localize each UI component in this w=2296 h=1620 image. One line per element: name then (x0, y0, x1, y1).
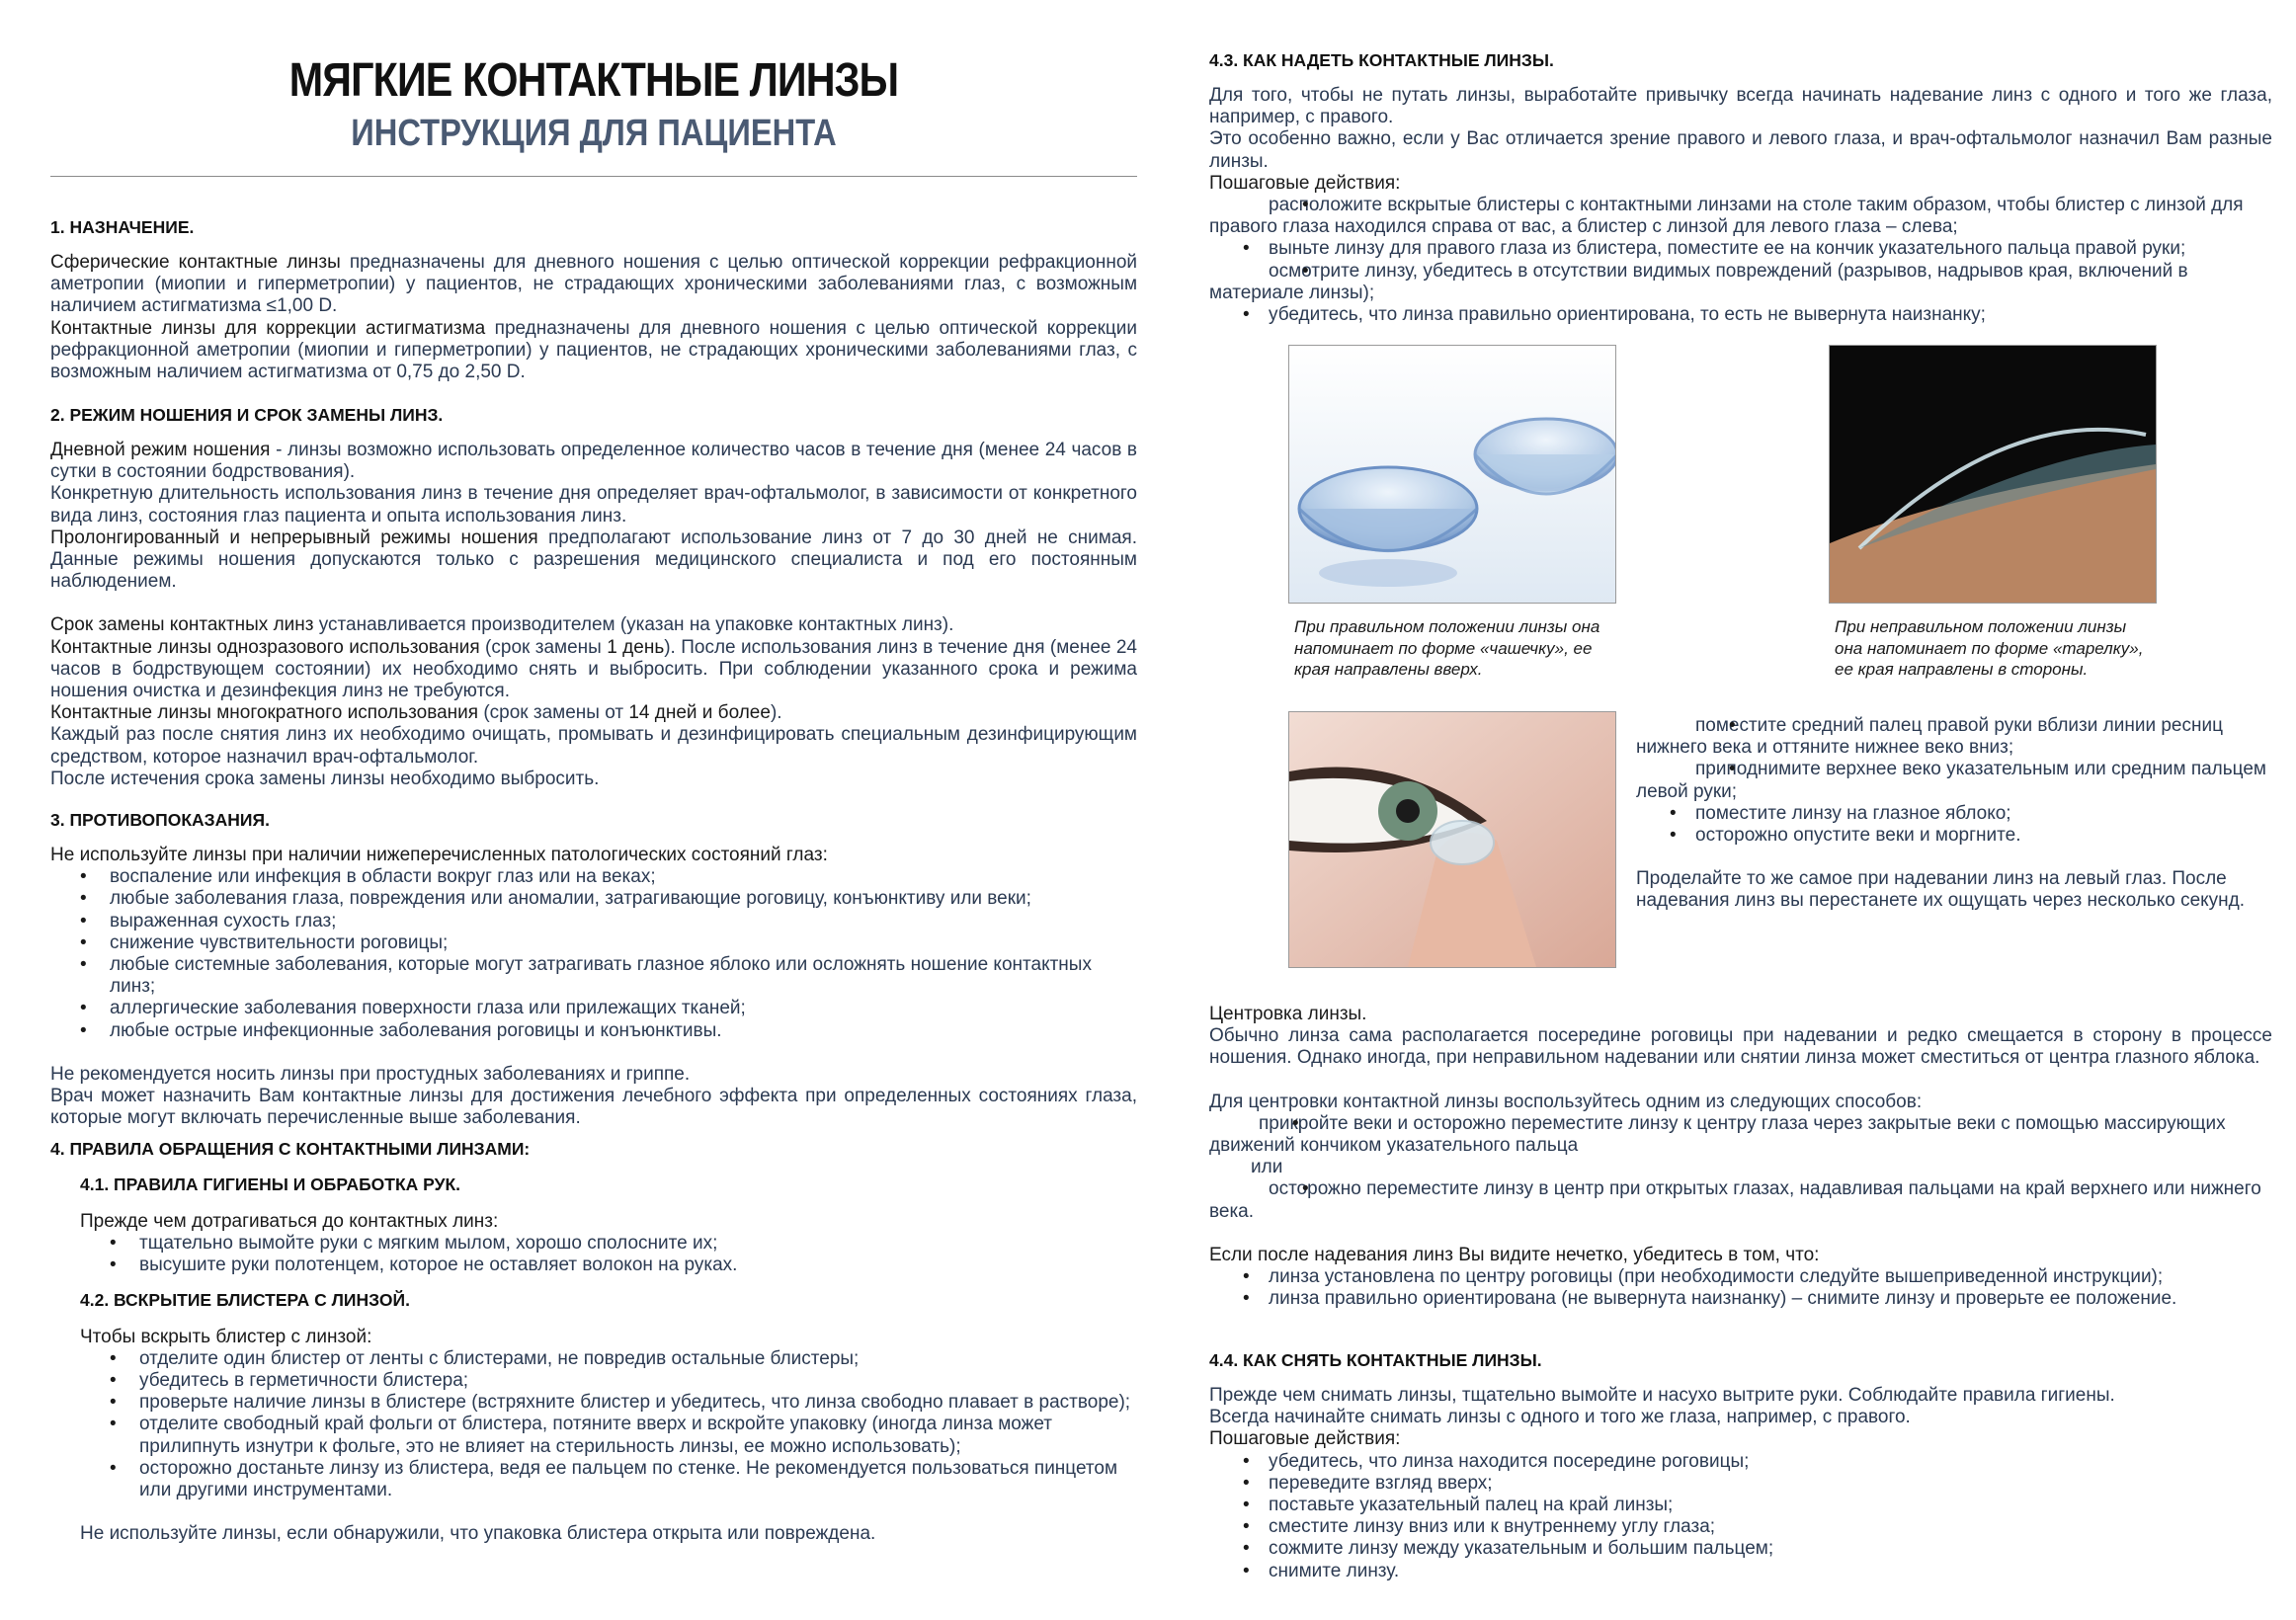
section-put-on (1209, 49, 2272, 326)
subsection-heading: 4.1. ПРАВИЛА ГИГИЕНЫ И ОБРАБОТКА РУК. (80, 1174, 461, 1194)
caption-incorrect: При неправильном положении линзы она напоминает по форме «тарелку», ее края направлены в стороны. (1835, 617, 2144, 679)
paragraph: Не рекомендуется носить линзы при простудных заболеваниях и гриппе. (50, 1063, 691, 1085)
lens-cup-illustration (1289, 346, 1615, 603)
list-item: • любые системные заболевания, которые могут затрагивать глазное яблоко или осложнять ношение контактных линз; (50, 954, 1137, 998)
lens-correct-image (1288, 345, 1616, 604)
lens-insertion-image (1288, 711, 1616, 968)
paragraph: Не используйте линзы при наличии нижеперечисленных патологических состояний глаз: (50, 845, 828, 865)
list-item: • снимите линзу. (1209, 1561, 2272, 1582)
list-item: • аллергические заболевания поверхности глаза или прилежащих тканей; (50, 998, 1137, 1019)
list-item: • сместите линзу вниз или к внутреннему углу глаза; (1209, 1516, 2272, 1538)
paragraph: Для центровки контактной линзы воспользуйтесь одним из следующих способов: (1209, 1091, 1923, 1112)
title-divider (50, 176, 1137, 177)
insertion-steps-list (1636, 715, 2272, 847)
section-heading: 2. РЕЖИМ НОШЕНИЯ И СРОК ЗАМЕНЫ ЛИНЗ. (50, 405, 444, 425)
list-item: • осторожно достаньте линзу из блистера, ведя ее пальцем по стенке. Не рекомендуется пользоваться пинцетом или другими инструментами. (80, 1458, 1137, 1501)
list-item: • поместите линзу на глазное яблоко; (1636, 803, 2272, 825)
paragraph: Чтобы вскрыть блистер с линзой: (80, 1326, 372, 1347)
paragraph: Прежде чем снимать линзы, тщательно вымойте и насухо вытрите руки. Соблюдайте правила гигиены. (1209, 1385, 2115, 1406)
list-item: • выраженная сухость глаз; (50, 911, 1137, 932)
list-item: • поставьте указательный палец на край линзы; (1209, 1495, 2272, 1516)
list-item: • убедитесь в герметичности блистера; (80, 1370, 1137, 1392)
eye-finger-illustration (1289, 712, 1615, 967)
lens-incorrect-image (1829, 345, 2157, 604)
list-item: • убедитесь, что линза правильно ориентирована, то есть не вывернута наизнанку; (1209, 304, 2272, 326)
paragraph: Обычно линза сама располагается посередине роговицы при надевании и редко смещается в сторону в процессе ношения. Однако иногда, при неправильном надевании или снятии линза может сместиться от центра глазного яблока. (1209, 1025, 2272, 1069)
section-heading: 3. ПРОТИВОПОКАЗАНИЯ. (50, 810, 270, 830)
paragraph: Прежде чем дотрагиваться до контактных линз: (80, 1211, 499, 1232)
paragraph: Пролонгированный и непрерывный режимы ношения предполагают использование линз от 7 до 30 дней не снимая. Данные режимы ношения допускаются только с разрешения медицинского специалиста и под его постоянным наблюдением. (50, 526, 1137, 593)
paragraph: Врач может назначить Вам контактные линзы для достижения лечебного эффекта при определенных состояниях глаза, которые могут включать перечисленные выше заболевания. (50, 1086, 1137, 1129)
list-item: • приподнимите верхнее веко указательным или средним пальцем левой руки; (1636, 759, 2272, 802)
section-heading: 4.3. КАК НАДЕТЬ КОНТАКТНЫЕ ЛИНЗЫ. (1209, 50, 1554, 70)
hygiene-list (80, 1233, 1137, 1276)
lens-plate-illustration (1830, 346, 2156, 603)
paragraph: Всегда начинайте снимать линзы с одного и того же глаза, например, с правого. (1209, 1407, 1911, 1428)
blister-list (80, 1348, 1137, 1501)
paragraph: Каждый раз после снятия линз их необходимо очищать, промывать и дезинфицировать специальным дезинфицирующим средством, которое назначил врач-офтальмолог. (50, 724, 1137, 768)
contraindications-list (50, 866, 1137, 1042)
paragraph: Контактные линзы однозразового использования (срок замены 1 день). После использования линз в течение дня (менее 24 часов в бодрствующем состоянии) их необходимо снять и выбросить. При соблюдении указанного срока и режима ношения очистка и дезинфекция линз не требуются. (50, 636, 1138, 702)
list-item: • любые заболевания глаза, повреждения или аномалии, затрагивающие роговицу, конъюнктиву или веки; (50, 888, 1137, 910)
list-item: • воспаление или инфекция в области вокруг глаз или на веках; (50, 866, 1137, 888)
paragraph: Дневной режим ношения - линзы возможно использовать определенное количество часов в течение дня (менее 24 часов в сутки в состоянии бодрствования). (50, 440, 1137, 483)
paragraph: Сферические контактные линзы предназначены для дневного ношения с целью оптической коррекции рефракционной аметропии (миопии и гиперметропии) у пациентов, не страдающих хроническими заболеваниями глаз, с возможным наличием астигматизма ≤1,00 D. (50, 252, 1138, 317)
list-item: • расположите вскрытые блистеры с контактными линзами на столе таким образом, чтобы блистер с линзой для правого глаза находился справа от вас, а блистер с линзой для левого глаза – слева; (1209, 195, 2272, 238)
list-item: • осторожно опустите веки и моргните. (1636, 825, 2272, 847)
list-item: • снижение чувствительности роговицы; (50, 932, 1137, 954)
take-off-steps-list (1209, 1451, 2272, 1582)
list-item: • отделите один блистер от ленты с блистерами, не повредив остальные блистеры; (80, 1348, 1137, 1370)
put-on-steps-list (1209, 195, 2272, 326)
list-item: • тщательно вымойте руки с мягким мылом, хорошо сполосните их; (80, 1233, 1137, 1255)
list-item: • любые острые инфекционные заболевания роговицы и конъюнктивы. (50, 1020, 1137, 1042)
list-item: • линза правильно ориентирована (не вывернута наизнанку) – снимите линзу и проверьте ее положение. (1209, 1288, 2272, 1310)
paragraph: Контактные линзы для коррекции астигматизма предназначены для дневного ношения с целью оптической коррекции рефракционной аметропии (миопии и гиперметропии) у пациентов, не страдающих хроническими заболеваниями глаз, с возможным наличием астигматизма от 0,75 до 2,50 D. (50, 317, 1137, 383)
list-item: • прикройте веки и осторожно переместите линзу к центру глаза через закрытые веки с помощью массирующих движений кончиком указательного пальца (1209, 1113, 2272, 1157)
paragraph: Контактные линзы многократного использования (срок замены от 14 дней и более). (50, 702, 782, 724)
paragraph: Срок замены контактных линз устанавливается производителем (указан на упаковке контактных линз). (50, 614, 954, 636)
page-title: МЯГКИЕ КОНТАКТНЫЕ ЛИНЗЫ (288, 54, 899, 107)
paragraph: После истечения срока замены линзы необходимо выбросить. (50, 768, 600, 789)
paragraph: Не используйте линзы, если обнаружили, что упаковка блистера открыта или повреждена. (80, 1523, 876, 1545)
caption-correct: При правильном положении линзы она напоминает по форме «чашечку», ее края направлены вверх. (1294, 617, 1600, 679)
page-subtitle: ИНСТРУКЦИЯ ДЛЯ ПАЦИЕНТА (351, 113, 837, 154)
centering-options (1209, 1113, 2272, 1157)
list-item: • линза установлена по центру роговицы (при необходимости следуйте вышеприведенной инструкции); (1209, 1266, 2272, 1288)
put-on-steps-continued (1636, 715, 2272, 913)
section-heading: 1. НАЗНАЧЕНИЕ. (50, 217, 195, 237)
list-item: • проверьте наличие линзы в блистере (встряхните блистер и убедитесь, что линза свободно плавает в растворе); (80, 1392, 1137, 1414)
paragraph: Если после надевания линз Вы видите нечетко, убедитесь в том, что: (1209, 1244, 1820, 1265)
steps-label: Пошаговые действия: (1209, 172, 1401, 194)
paragraph: Проделайте то же самое при надевании линз на левый глаз. После надевания линз вы перестанете их ощущать через несколько секунд. (1636, 868, 2246, 912)
paragraph: Это особенно важно, если у Вас отличается зрение правого и левого глаза, и врач-офтальмолог назначил Вам разные линзы. (1209, 128, 2272, 172)
list-item: • высушите руки полотенцем, которое не оставляет волокон на руках. (80, 1255, 1137, 1276)
or-label: или (1251, 1157, 1283, 1178)
section-wear-mode (50, 404, 1137, 790)
list-item: • убедитесь, что линза находится посередине роговицы; (1209, 1451, 2272, 1473)
section-heading: 4.4. КАК СНЯТЬ КОНТАКТНЫЕ ЛИНЗЫ. (1209, 1350, 1542, 1370)
paragraph: Конкретную длительность использования линз в течение дня определяет врач-офтальмолог, в зависимости от конкретного вида линз, состояния глаз пациента и опыта использования линз. (50, 483, 1137, 526)
centering-options-2 (1209, 1178, 2272, 1222)
section-centering (1209, 1004, 2272, 1310)
list-item: • отделите свободный край фольги от блистера, потяните вверх и вскройте упаковку (иногда линза может прилипнуть изнутри к фольге, это не влияет на стерильность линзы, ее можно использовать); (80, 1414, 1137, 1457)
list-item: • осторожно переместите линзу в центр при открытых глазах, надавливая пальцами на край верхнего или нижнего века. (1209, 1178, 2272, 1222)
list-item: • поместите средний палец правой руки вблизи линии ресниц нижнего века и оттяните нижнее веко вниз; (1636, 715, 2272, 759)
section-take-off (1209, 1349, 2272, 1582)
steps-label: Пошаговые действия: (1209, 1428, 1401, 1450)
list-item: • переведите взгляд вверх; (1209, 1473, 2272, 1495)
list-item: • осмотрите линзу, убедитесь в отсутствии видимых повреждений (разрывов, надрывов края, включений в материале линзы); (1209, 261, 2272, 304)
paragraph: Для того, чтобы не путать линзы, выработайте привычку всегда начинать надевание линз с одного и того же глаза, например, с правого. (1209, 85, 2272, 128)
section-purpose (50, 216, 1137, 383)
section-heading: 4. ПРАВИЛА ОБРАЩЕНИЯ С КОНТАКТНЫМИ ЛИНЗАМИ: (50, 1139, 531, 1159)
section-handling (50, 1138, 1137, 1545)
list-item: • сожмите линзу между указательным и большим пальцем; (1209, 1538, 2272, 1560)
centering-label: Центровка линзы. (1209, 1004, 1367, 1024)
list-item: • выньте линзу для правого глаза из блистера, поместите ее на кончик указательного пальца правой руки; (1209, 238, 2272, 260)
blurry-vision-checks (1209, 1266, 2272, 1310)
section-contraindications (50, 809, 1137, 1129)
subsection-heading: 4.2. ВСКРЫТИЕ БЛИСТЕРА С ЛИНЗОЙ. (80, 1289, 410, 1310)
